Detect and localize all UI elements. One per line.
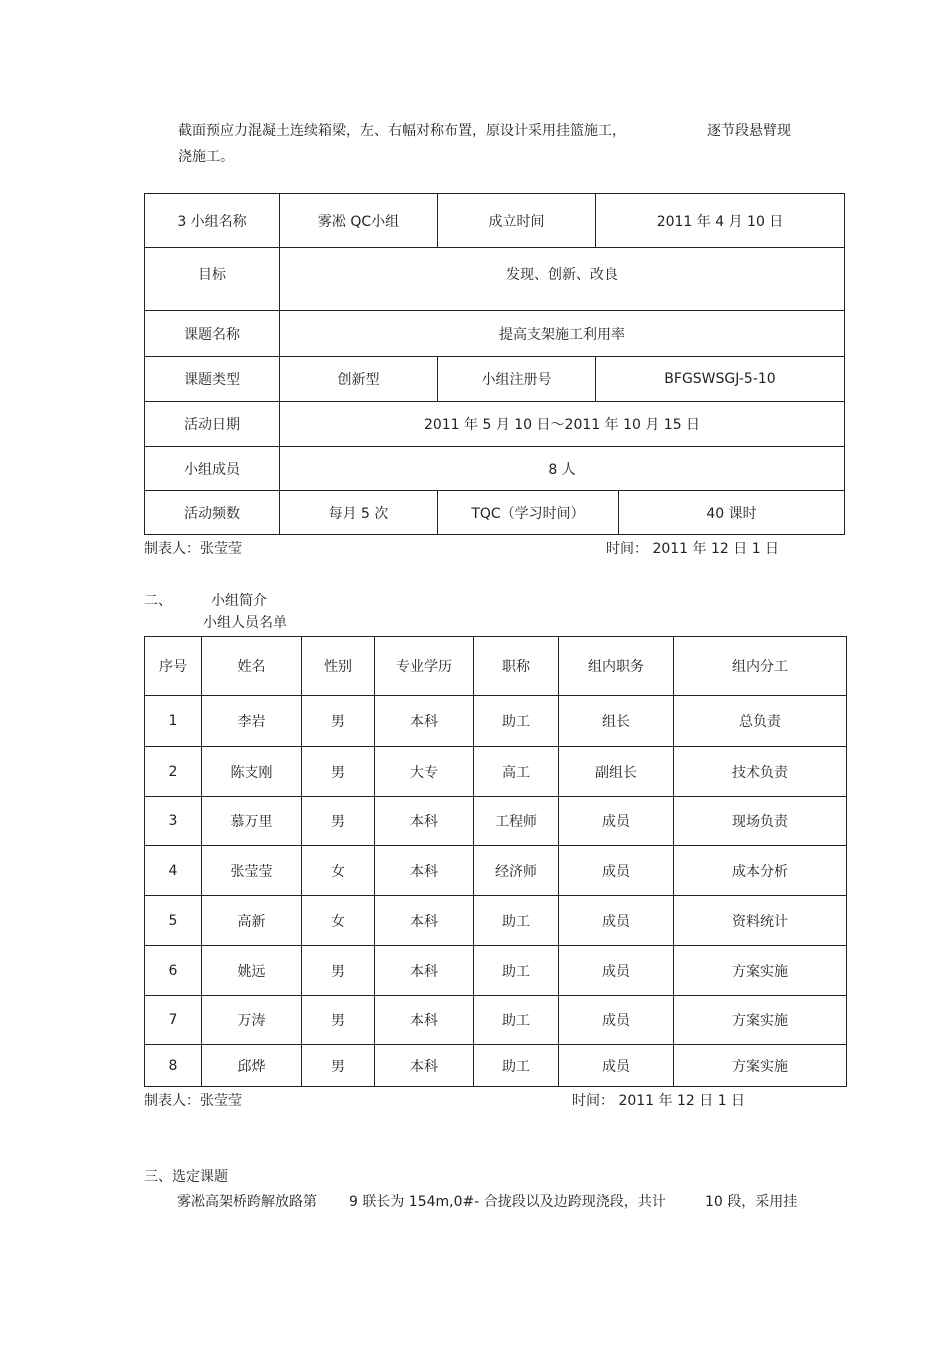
cell-duty: 总负责 bbox=[674, 696, 847, 747]
cell-gender: 女 bbox=[302, 846, 375, 896]
info-label-reg-no: 小组注册号 bbox=[438, 357, 596, 402]
header-name: 姓名 bbox=[202, 637, 302, 696]
info-value-study-time: 40 课时 bbox=[619, 491, 845, 535]
cell-title: 助工 bbox=[474, 1045, 559, 1087]
info-value-group-name: 雾凇 QC小组 bbox=[280, 194, 438, 248]
info-row-members bbox=[145, 447, 845, 491]
cell-education: 本科 bbox=[375, 946, 474, 996]
cell-position: 成员 bbox=[559, 896, 674, 946]
cell-education: 大专 bbox=[375, 747, 474, 797]
member-list-title: 小组人员名单 bbox=[203, 615, 287, 631]
cell-gender: 男 bbox=[302, 797, 375, 846]
header-gender: 性别 bbox=[302, 637, 375, 696]
info-label-group-name: 3 小组名称 bbox=[145, 194, 280, 248]
cell-gender: 男 bbox=[302, 696, 375, 747]
cell-duty: 方案实施 bbox=[674, 946, 847, 996]
cell-position: 副组长 bbox=[559, 747, 674, 797]
cell-seq: 2 bbox=[145, 747, 202, 797]
info-label-goal: 目标 bbox=[145, 248, 280, 311]
info-label-study-time: TQC（学习时间） bbox=[438, 491, 619, 535]
info-value-type: 创新型 bbox=[280, 357, 438, 402]
cell-title: 高工 bbox=[474, 747, 559, 797]
table-row bbox=[145, 996, 847, 1045]
header-title: 职称 bbox=[474, 637, 559, 696]
cell-name: 慕万里 bbox=[202, 797, 302, 846]
cell-seq: 7 bbox=[145, 996, 202, 1045]
cell-duty: 方案实施 bbox=[674, 996, 847, 1045]
info-value-reg-no: BFGSWSGJ-5-10 bbox=[596, 357, 845, 402]
info-row-goal bbox=[145, 248, 845, 311]
cell-position: 组长 bbox=[559, 696, 674, 747]
cell-position: 成员 bbox=[559, 797, 674, 846]
cell-gender: 男 bbox=[302, 996, 375, 1045]
info-value-founded: 2011 年 4 月 10 日 bbox=[596, 194, 845, 248]
cell-title: 助工 bbox=[474, 946, 559, 996]
table-row bbox=[145, 896, 847, 946]
info-value-members: 8 人 bbox=[280, 447, 845, 491]
table1-maker: 制表人：张莹莹 bbox=[144, 541, 242, 557]
member-table bbox=[144, 636, 847, 1087]
cell-duty: 方案实施 bbox=[674, 1045, 847, 1087]
info-label-frequency: 活动频数 bbox=[145, 491, 280, 535]
cell-duty: 资料统计 bbox=[674, 896, 847, 946]
cell-seq: 1 bbox=[145, 696, 202, 747]
info-value-topic: 提高支架施工利用率 bbox=[280, 311, 845, 357]
cell-position: 成员 bbox=[559, 846, 674, 896]
cell-education: 本科 bbox=[375, 797, 474, 846]
info-label-dates: 活动日期 bbox=[145, 402, 280, 447]
cell-gender: 男 bbox=[302, 1045, 375, 1087]
info-row-dates bbox=[145, 402, 845, 447]
section2-number: 二、 bbox=[144, 593, 172, 609]
intro-line2: 浇施工。 bbox=[178, 149, 234, 165]
table-row bbox=[145, 747, 847, 797]
header-seq: 序号 bbox=[145, 637, 202, 696]
info-label-type: 课题类型 bbox=[145, 357, 280, 402]
cell-gender: 男 bbox=[302, 946, 375, 996]
cell-title: 助工 bbox=[474, 696, 559, 747]
cell-education: 本科 bbox=[375, 1045, 474, 1087]
info-row-type bbox=[145, 357, 845, 402]
cell-name: 高新 bbox=[202, 896, 302, 946]
group-info-table bbox=[144, 193, 845, 535]
section3-title: 三、选定课题 bbox=[144, 1169, 228, 1185]
table-row bbox=[145, 696, 847, 747]
cell-title: 助工 bbox=[474, 896, 559, 946]
cell-name: 万涛 bbox=[202, 996, 302, 1045]
cell-title: 助工 bbox=[474, 996, 559, 1045]
cell-name: 李岩 bbox=[202, 696, 302, 747]
header-position: 组内职务 bbox=[559, 637, 674, 696]
cell-name: 张莹莹 bbox=[202, 846, 302, 896]
header-education: 专业学历 bbox=[375, 637, 474, 696]
table-row bbox=[145, 946, 847, 996]
section3-text-part2: 9 联长为 154m,0#- 合拢段以及边跨现浇段，共计 bbox=[349, 1194, 666, 1210]
cell-duty: 技术负责 bbox=[674, 747, 847, 797]
cell-gender: 男 bbox=[302, 747, 375, 797]
cell-education: 本科 bbox=[375, 696, 474, 747]
cell-duty: 现场负责 bbox=[674, 797, 847, 846]
member-header-row bbox=[145, 637, 847, 696]
cell-name: 邱烨 bbox=[202, 1045, 302, 1087]
cell-duty: 成本分析 bbox=[674, 846, 847, 896]
header-duty: 组内分工 bbox=[674, 637, 847, 696]
section3-text-part1: 雾凇高架桥跨解放路第 bbox=[177, 1194, 317, 1210]
cell-seq: 5 bbox=[145, 896, 202, 946]
intro-line1-part1: 截面预应力混凝土连续箱梁，左、右幅对称布置，原设计采用挂篮施工， bbox=[178, 123, 626, 139]
cell-seq: 3 bbox=[145, 797, 202, 846]
cell-seq: 6 bbox=[145, 946, 202, 996]
cell-position: 成员 bbox=[559, 946, 674, 996]
cell-seq: 8 bbox=[145, 1045, 202, 1087]
cell-title: 经济师 bbox=[474, 846, 559, 896]
info-row-topic bbox=[145, 311, 845, 357]
cell-education: 本科 bbox=[375, 996, 474, 1045]
cell-seq: 4 bbox=[145, 846, 202, 896]
info-row-name bbox=[145, 194, 845, 248]
info-value-goal: 发现、创新、改良 bbox=[280, 248, 845, 311]
info-value-dates: 2011 年 5 月 10 日～2011 年 10 月 15 日 bbox=[280, 402, 845, 447]
table-row bbox=[145, 797, 847, 846]
cell-position: 成员 bbox=[559, 1045, 674, 1087]
section2-title: 小组简介 bbox=[211, 593, 267, 609]
cell-education: 本科 bbox=[375, 846, 474, 896]
table2-time: 时间： 2011 年 12 日 1 日 bbox=[572, 1093, 746, 1109]
info-label-topic: 课题名称 bbox=[145, 311, 280, 357]
section3-text-part3: 10 段，采用挂 bbox=[705, 1194, 798, 1210]
info-label-members: 小组成员 bbox=[145, 447, 280, 491]
table-row bbox=[145, 846, 847, 896]
info-value-frequency: 每月 5 次 bbox=[280, 491, 438, 535]
info-row-frequency bbox=[145, 491, 845, 535]
info-label-founded: 成立时间 bbox=[438, 194, 596, 248]
table1-time: 时间： 2011 年 12 日 1 日 bbox=[606, 541, 780, 557]
table2-maker: 制表人：张莹莹 bbox=[144, 1093, 242, 1109]
intro-line1-part2: 逐节段悬臂现 bbox=[707, 123, 791, 139]
cell-education: 本科 bbox=[375, 896, 474, 946]
cell-title: 工程师 bbox=[474, 797, 559, 846]
cell-name: 姚远 bbox=[202, 946, 302, 996]
cell-gender: 女 bbox=[302, 896, 375, 946]
cell-position: 成员 bbox=[559, 996, 674, 1045]
cell-name: 陈支刚 bbox=[202, 747, 302, 797]
table-row bbox=[145, 1045, 847, 1087]
